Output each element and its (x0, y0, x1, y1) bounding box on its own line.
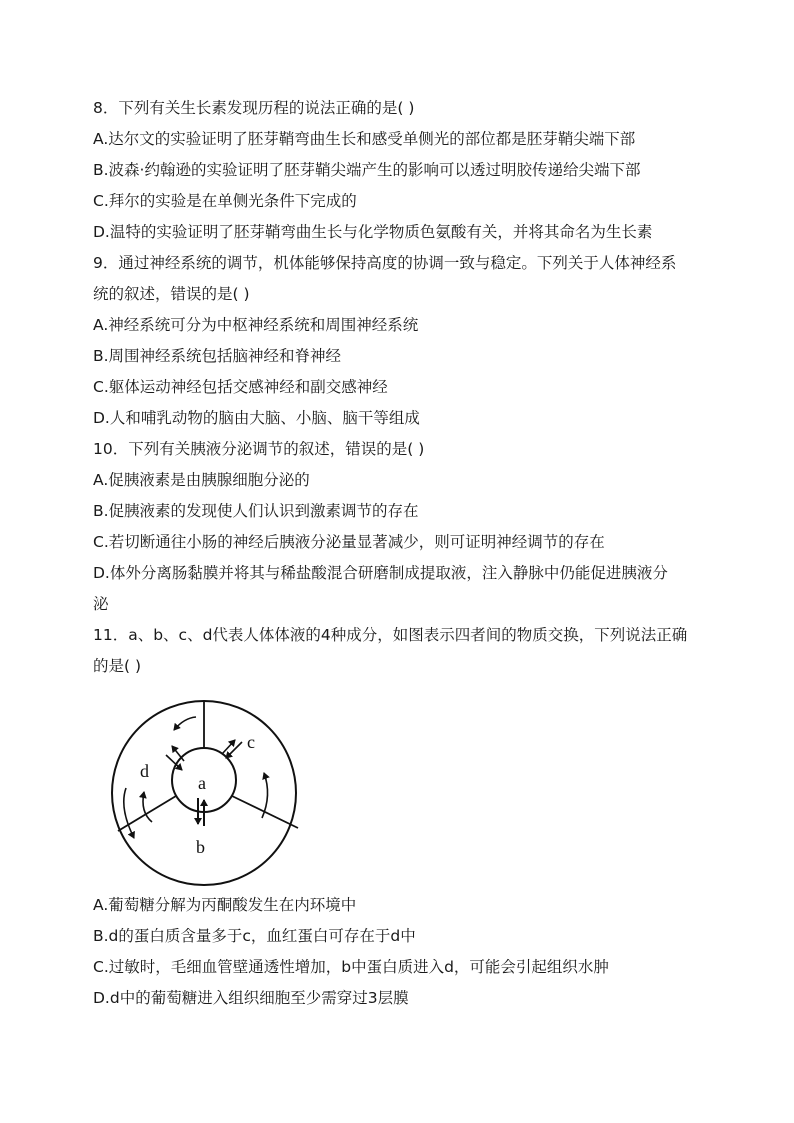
arrow-a-to-d (172, 746, 184, 761)
question-8-option-a: A.达尔文的实验证明了胚芽鞘弯曲生长和感受单侧光的部位都是胚芽鞘尖端下部 (93, 130, 636, 148)
question-11-options (93, 890, 705, 1014)
label-c: c (247, 732, 255, 752)
question-11-stem-line-1: 11．a、b、c、d代表人体体液的4种成分，如图表示四者间的物质交换，下列说法正确 (93, 626, 688, 644)
label-b: b (196, 837, 205, 857)
question-8-option-b: B.波森·约翰逊的实验证明了胚芽鞘尖端产生的影响可以透过明胶传递给尖端下部 (93, 161, 641, 179)
question-9-option-b: B.周围神经系统包括脑神经和脊神经 (93, 347, 342, 365)
arrow-left-up (143, 792, 152, 822)
question-11-option-a: A.葡萄糖分解为丙酮酸发生在内环境中 (93, 896, 357, 914)
label-a: a (198, 773, 206, 793)
arrow-left-down (124, 788, 134, 838)
question-10-option-d-line-1: D.体外分离肠黏膜并将其与稀盐酸混合研磨制成提取液，注入静脉中仍能促进胰液分 (93, 564, 668, 582)
divider-left (118, 796, 176, 831)
question-10-stem: 10．下列有关胰液分泌调节的叙述，错误的是( ) (93, 440, 425, 458)
question-11-option-c: C.过敏时，毛细血管壁通透性增加，b中蛋白质进入d，可能会引起组织水肿 (93, 958, 609, 976)
body-fluid-diagram (104, 700, 304, 887)
question-10-option-b: B.促胰液素的发现使人们认识到激素调节的存在 (93, 502, 419, 520)
question-9-option-d: D.人和哺乳动物的脑由大脑、小脑、脑干等组成 (93, 409, 420, 427)
question-10-option-c: C.若切断通往小肠的神经后胰液分泌量显著减少，则可证明神经调节的存在 (93, 533, 605, 551)
question-8-option-d: D.温特的实验证明了胚芽鞘弯曲生长与化学物质色氨酸有关，并将其命名为生长素 (93, 223, 653, 241)
question-10-option-a: A.促胰液素是由胰腺细胞分泌的 (93, 471, 310, 489)
question-9-stem-line-2: 统的叙述，错误的是( ) (93, 285, 250, 303)
question-list (93, 93, 705, 682)
arrow-c-to-a (226, 742, 242, 758)
question-11-option-d: D.d中的葡萄糖进入组织细胞至少需穿过3层膜 (93, 989, 409, 1007)
label-d: d (140, 761, 149, 781)
question-11-option-b: B.d的蛋白质含量多于c，血红蛋白可存在于d中 (93, 927, 416, 945)
arrow-top-left (174, 717, 196, 730)
question-8-stem: 8．下列有关生长素发现历程的说法正确的是( ) (93, 99, 415, 117)
question-9-option-a: A.神经系统可分为中枢神经系统和周围神经系统 (93, 316, 419, 334)
question-11-stem-line-2: 的是( ) (93, 657, 142, 675)
question-8-option-c: C.拜尔的实验是在单侧光条件下完成的 (93, 192, 357, 210)
question-9-stem-line-1: 9．通过神经系统的调节，机体能够保持高度的协调一致与稳定。下列关于人体神经系 (93, 254, 677, 272)
question-10-option-d-line-2: 泌 (93, 595, 109, 613)
question-9-option-c: C.躯体运动神经包括交感神经和副交感神经 (93, 378, 388, 396)
